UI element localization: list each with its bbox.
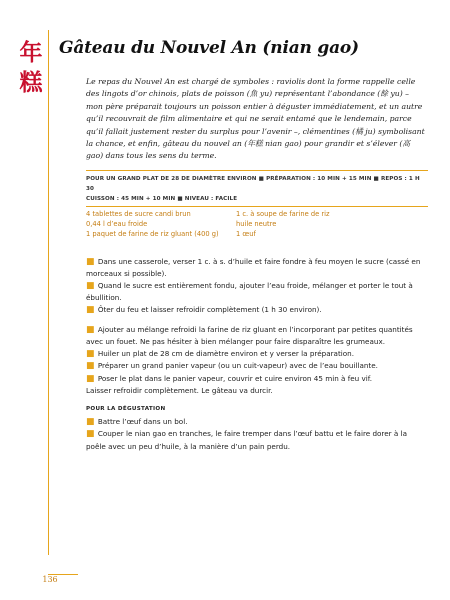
ingredient: 1 paquet de farine de riz gluant (400 g) xyxy=(86,230,219,238)
step: ■ Huiler un plat de 28 cm de diamètre environ et y verser la préparation. xyxy=(86,348,355,359)
step-tail: Laisser refroidir complètement. Le gâteau va durcir. xyxy=(86,386,273,396)
bullet-icon: ■ xyxy=(86,348,95,359)
ingredients-column-right xyxy=(236,209,426,239)
ingredient: 1 c. à soupe de farine de riz xyxy=(236,210,330,218)
recipe-info-line: CUISSON : 45 MIN + 10 MIN ■ NIVEAU : FACILE xyxy=(86,196,238,202)
bullet-icon: ■ xyxy=(86,416,95,427)
bullet-icon: ■ xyxy=(86,257,95,267)
step: ■ Couper le nian gao en tranches, le faire tremper dans l’œuf battu et le faire dorer à la poêle avec un peu d’huile, à la manière d’un pain perdu. xyxy=(86,429,407,451)
ingredient: huile neutre xyxy=(236,220,277,228)
page-number: 136 xyxy=(42,575,58,584)
recipe-info xyxy=(86,170,428,207)
step: ■ Ajouter au mélange refroidi la farine de riz gluant en l’incorporant par petites quantités avec un fouet. Ne pas hésiter à bien mélanger pour faire disparaître les grumeaux. xyxy=(86,325,413,347)
step: ■ Quand le sucre est entièrement fondu, ajouter l’eau froide, mélanger et porter le tout à ébullition. xyxy=(86,280,413,303)
cjk-title xyxy=(17,38,45,98)
step: ■ Dans une casserole, verser 1 c. à s. d’huile et faire fondre à feu moyen le sucre (cassé en morceaux si possible). xyxy=(86,257,421,279)
side-rule xyxy=(48,30,49,555)
ingredients-column-left xyxy=(86,209,236,239)
tasting-heading: POUR LA DÉGUSTATION xyxy=(86,406,166,413)
ingredient: 0,44 l d’eau froide xyxy=(86,220,148,228)
step: ■ Battre l’œuf dans un bol. xyxy=(86,416,188,427)
recipe-info-line: POUR UN GRAND PLAT DE 28 DE DIAMÈTRE ENVIRON ■ PRÉPARATION : 10 MIN + 15 MIN ■ REPOS : 1 H 30 xyxy=(86,176,420,192)
step: ■ Préparer un grand panier vapeur (ou un cuit-vapeur) avec de l’eau bouillante. xyxy=(86,361,378,372)
step: ■ Ôter du feu et laisser refroidir complètement (1 h 30 environ). xyxy=(86,304,322,315)
recipe-steps xyxy=(86,256,426,452)
bullet-icon: ■ xyxy=(86,361,95,372)
page-title: Gâteau du Nouvel An (nian gao) xyxy=(59,38,359,58)
bullet-icon: ■ xyxy=(86,304,95,315)
ingredient: 4 tablettes de sucre candi brun xyxy=(86,210,191,218)
intro-paragraph: Le repas du Nouvel An est chargé de symboles : raviolis dont la forme rappelle celle des lingots d’or chinois, plats de poisson (魚 yu) représentant l’abondance (餘 yu) – mon père préparait toujours un poisson entier à déguster immédiatement, et un autre qu’il recouvrait de film alimentaire et qui ne serait entamé que le lendemain, parce qu’il fallait justement rester du surplus pour l’avenir –, clémentines (橘 ju) symbolisant la chance, et enfin, gâteau du nouvel an (年糕 nian gao) pour grandir et s’élever (高 gao) dans tous les sens du terme. xyxy=(86,77,425,161)
bullet-icon: ■ xyxy=(86,325,95,336)
step: ■ Poser le plat dans le panier vapeur, couvrir et cuire environ 45 min à feu vif. xyxy=(86,373,373,384)
bullet-icon: ■ xyxy=(86,429,95,440)
cjk-char: 糕 xyxy=(19,69,43,96)
cjk-char: 年 xyxy=(19,39,43,66)
ingredient: 1 œuf xyxy=(236,230,256,238)
bullet-icon: ■ xyxy=(86,280,95,291)
bullet-icon: ■ xyxy=(86,373,95,384)
